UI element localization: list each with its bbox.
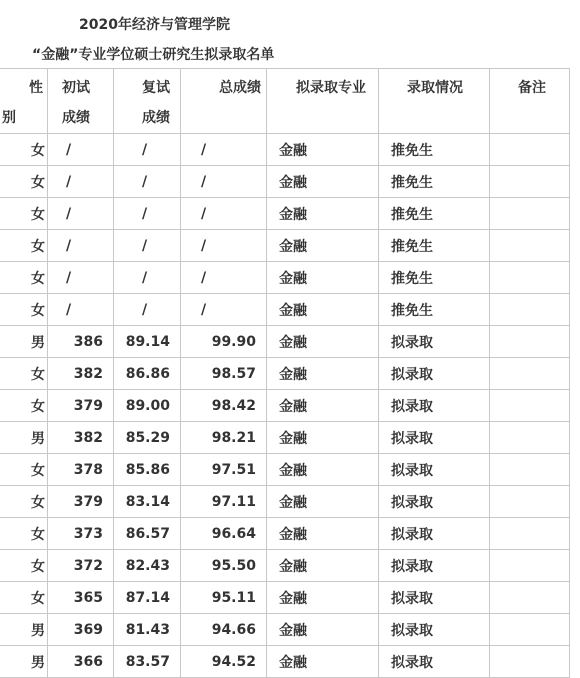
cell-status: 拟录取 xyxy=(379,422,490,454)
cell-note xyxy=(490,550,570,582)
cell-major: 金融 xyxy=(267,166,379,198)
cell-initial-score: 378 xyxy=(48,454,114,486)
cell-note xyxy=(490,198,570,230)
cell-total-score: / xyxy=(181,198,267,230)
cell-initial-score: 369 xyxy=(48,614,114,646)
cell-initial-score: 382 xyxy=(48,422,114,454)
cell-sex: 男 xyxy=(0,646,48,678)
header-total-score xyxy=(181,69,267,134)
cell-status: 拟录取 xyxy=(379,358,490,390)
cell-retest-score: 87.14 xyxy=(114,582,181,614)
header-sex-line1: 性 xyxy=(29,80,43,96)
table-row xyxy=(0,518,570,550)
cell-retest-score: 86.57 xyxy=(114,518,181,550)
header-major-label: 拟录取专业 xyxy=(296,80,366,96)
cell-sex: 女 xyxy=(0,134,48,166)
cell-initial-score: 382 xyxy=(48,358,114,390)
cell-status: 拟录取 xyxy=(379,582,490,614)
cell-note xyxy=(490,358,570,390)
cell-major: 金融 xyxy=(267,486,379,518)
cell-retest-score: 86.86 xyxy=(114,358,181,390)
cell-major: 金融 xyxy=(267,582,379,614)
cell-retest-score: 85.29 xyxy=(114,422,181,454)
cell-sex: 女 xyxy=(0,166,48,198)
cell-major: 金融 xyxy=(267,358,379,390)
table-row xyxy=(0,294,570,326)
cell-major: 金融 xyxy=(267,230,379,262)
header-retest-score xyxy=(114,69,181,134)
cell-sex: 女 xyxy=(0,230,48,262)
cell-sex: 女 xyxy=(0,294,48,326)
cell-major: 金融 xyxy=(267,390,379,422)
cell-retest-score: / xyxy=(114,294,181,326)
header-total-label: 总成绩 xyxy=(219,80,261,96)
cell-sex: 女 xyxy=(0,198,48,230)
cell-retest-score: / xyxy=(114,134,181,166)
cell-status: 拟录取 xyxy=(379,390,490,422)
header-initial-line2: 成绩 xyxy=(62,110,90,126)
cell-initial-score: / xyxy=(48,262,114,294)
table-row xyxy=(0,454,570,486)
cell-note xyxy=(490,518,570,550)
cell-retest-score: 81.43 xyxy=(114,614,181,646)
cell-total-score: 96.64 xyxy=(181,518,267,550)
cell-note xyxy=(490,230,570,262)
cell-total-score: / xyxy=(181,294,267,326)
table-row xyxy=(0,358,570,390)
cell-retest-score: / xyxy=(114,262,181,294)
cell-major: 金融 xyxy=(267,262,379,294)
cell-initial-score: / xyxy=(48,198,114,230)
cell-note xyxy=(490,262,570,294)
cell-sex: 女 xyxy=(0,518,48,550)
cell-initial-score: 366 xyxy=(48,646,114,678)
cell-major: 金融 xyxy=(267,422,379,454)
table-row xyxy=(0,614,570,646)
cell-total-score: 98.42 xyxy=(181,390,267,422)
table-row xyxy=(0,134,570,166)
cell-note xyxy=(490,134,570,166)
cell-major: 金融 xyxy=(267,454,379,486)
cell-total-score: / xyxy=(181,134,267,166)
cell-initial-score: 365 xyxy=(48,582,114,614)
table-row xyxy=(0,390,570,422)
cell-initial-score: / xyxy=(48,294,114,326)
cell-major: 金融 xyxy=(267,198,379,230)
cell-initial-score: 379 xyxy=(48,390,114,422)
cell-sex: 女 xyxy=(0,486,48,518)
cell-sex: 女 xyxy=(0,582,48,614)
cell-major: 金融 xyxy=(267,518,379,550)
cell-total-score: / xyxy=(181,230,267,262)
cell-note xyxy=(490,326,570,358)
cell-initial-score: 379 xyxy=(48,486,114,518)
cell-status: 推免生 xyxy=(379,166,490,198)
cell-note xyxy=(490,390,570,422)
cell-major: 金融 xyxy=(267,614,379,646)
cell-retest-score: 83.14 xyxy=(114,486,181,518)
cell-status: 推免生 xyxy=(379,294,490,326)
cell-initial-score: / xyxy=(48,230,114,262)
cell-note xyxy=(490,294,570,326)
header-note xyxy=(490,69,570,134)
cell-status: 推免生 xyxy=(379,230,490,262)
cell-sex: 男 xyxy=(0,614,48,646)
cell-major: 金融 xyxy=(267,134,379,166)
cell-retest-score: 85.86 xyxy=(114,454,181,486)
cell-total-score: 95.11 xyxy=(181,582,267,614)
cell-note xyxy=(490,582,570,614)
cell-sex: 女 xyxy=(0,262,48,294)
table-row xyxy=(0,582,570,614)
cell-status: 拟录取 xyxy=(379,614,490,646)
header-major xyxy=(267,69,379,134)
cell-note xyxy=(490,486,570,518)
header-retest-line2: 成绩 xyxy=(142,110,170,126)
cell-major: 金融 xyxy=(267,294,379,326)
cell-sex: 女 xyxy=(0,550,48,582)
cell-status: 拟录取 xyxy=(379,646,490,678)
cell-sex: 女 xyxy=(0,454,48,486)
document-subtitle: “金融”专业学位硕士研究生拟录取名单 xyxy=(32,47,275,63)
cell-note xyxy=(490,454,570,486)
cell-status: 推免生 xyxy=(379,134,490,166)
header-note-label: 备注 xyxy=(518,80,546,96)
header-sex xyxy=(0,69,48,134)
header-initial-score xyxy=(48,69,114,134)
cell-total-score: 98.57 xyxy=(181,358,267,390)
cell-initial-score: / xyxy=(48,166,114,198)
table-row xyxy=(0,646,570,678)
table-row xyxy=(0,326,570,358)
cell-total-score: / xyxy=(181,166,267,198)
header-sex-line2: 别 xyxy=(2,110,16,126)
cell-total-score: 97.51 xyxy=(181,454,267,486)
cell-major: 金融 xyxy=(267,326,379,358)
cell-status: 拟录取 xyxy=(379,550,490,582)
cell-status: 拟录取 xyxy=(379,454,490,486)
cell-status: 推免生 xyxy=(379,262,490,294)
cell-initial-score: 386 xyxy=(48,326,114,358)
cell-note xyxy=(490,422,570,454)
cell-total-score: 99.90 xyxy=(181,326,267,358)
cell-note xyxy=(490,646,570,678)
cell-total-score: 94.66 xyxy=(181,614,267,646)
cell-sex: 男 xyxy=(0,326,48,358)
table-row xyxy=(0,486,570,518)
cell-status: 拟录取 xyxy=(379,486,490,518)
cell-note xyxy=(490,614,570,646)
table-row xyxy=(0,422,570,454)
cell-total-score: 94.52 xyxy=(181,646,267,678)
cell-retest-score: / xyxy=(114,230,181,262)
cell-retest-score: / xyxy=(114,198,181,230)
header-status xyxy=(379,69,490,134)
cell-initial-score: / xyxy=(48,134,114,166)
cell-sex: 女 xyxy=(0,358,48,390)
table-row xyxy=(0,166,570,198)
cell-status: 拟录取 xyxy=(379,518,490,550)
table-row xyxy=(0,230,570,262)
header-status-label: 录取情况 xyxy=(407,80,463,96)
cell-note xyxy=(490,166,570,198)
cell-retest-score: 89.14 xyxy=(114,326,181,358)
cell-major: 金融 xyxy=(267,550,379,582)
cell-retest-score: 83.57 xyxy=(114,646,181,678)
cell-sex: 男 xyxy=(0,422,48,454)
cell-retest-score: 82.43 xyxy=(114,550,181,582)
table-row xyxy=(0,550,570,582)
cell-major: 金融 xyxy=(267,646,379,678)
cell-initial-score: 373 xyxy=(48,518,114,550)
table-header-row xyxy=(0,69,570,134)
cell-total-score: / xyxy=(181,262,267,294)
cell-status: 推免生 xyxy=(379,198,490,230)
table-row xyxy=(0,198,570,230)
cell-total-score: 97.11 xyxy=(181,486,267,518)
header-retest-line1: 复试 xyxy=(142,80,170,96)
document-title: 2020年经济与管理学院 xyxy=(79,17,230,33)
cell-retest-score: 89.00 xyxy=(114,390,181,422)
header-initial-line1: 初试 xyxy=(62,80,90,96)
cell-initial-score: 372 xyxy=(48,550,114,582)
cell-retest-score: / xyxy=(114,166,181,198)
table-row xyxy=(0,262,570,294)
cell-total-score: 98.21 xyxy=(181,422,267,454)
admission-table xyxy=(0,68,570,678)
cell-sex: 女 xyxy=(0,390,48,422)
cell-total-score: 95.50 xyxy=(181,550,267,582)
cell-status: 拟录取 xyxy=(379,326,490,358)
